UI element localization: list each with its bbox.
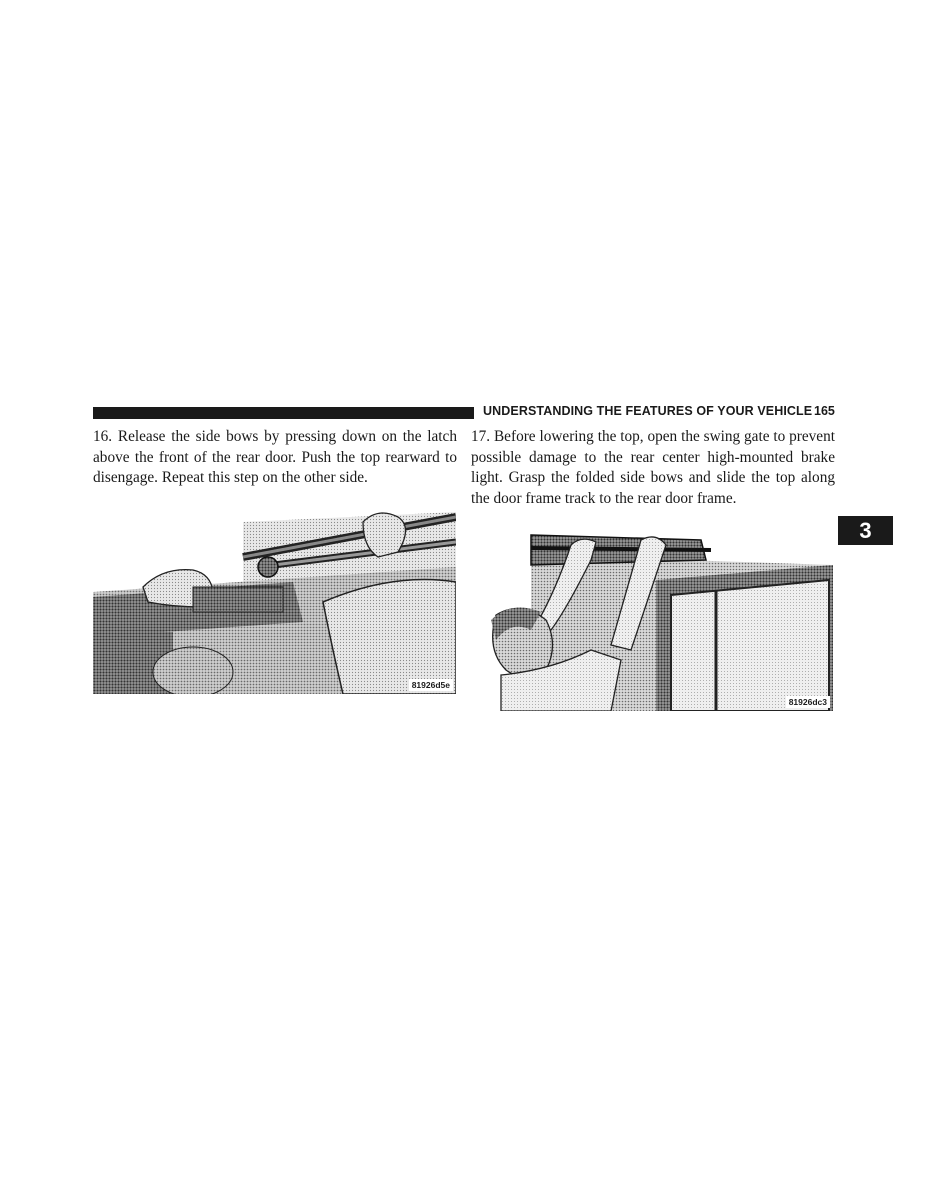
side-bow-latch-illustration xyxy=(93,512,456,694)
step-17-text: 17. Before lowering the top, open the swing gate to prevent possible damage to the rear center high-mounted brake light. Grasp the folded side bows and slide the top along the door frame track to the rear door frame. xyxy=(471,428,835,507)
step-16-text: 16. Release the side bows by pressing down on the latch above the front of the rear door. Push the top rearward to disengage. Repeat this step on the other side. xyxy=(93,428,457,486)
section-title: UNDERSTANDING THE FEATURES OF YOUR VEHICLE xyxy=(483,404,813,418)
header-rule xyxy=(93,407,474,419)
figure-code: 81926d5e xyxy=(409,679,453,691)
slide-top-illustration xyxy=(471,520,833,711)
page-number: 165 xyxy=(814,404,835,418)
chapter-tab: 3 xyxy=(838,516,893,545)
figure-code: 81926dc3 xyxy=(786,696,830,708)
